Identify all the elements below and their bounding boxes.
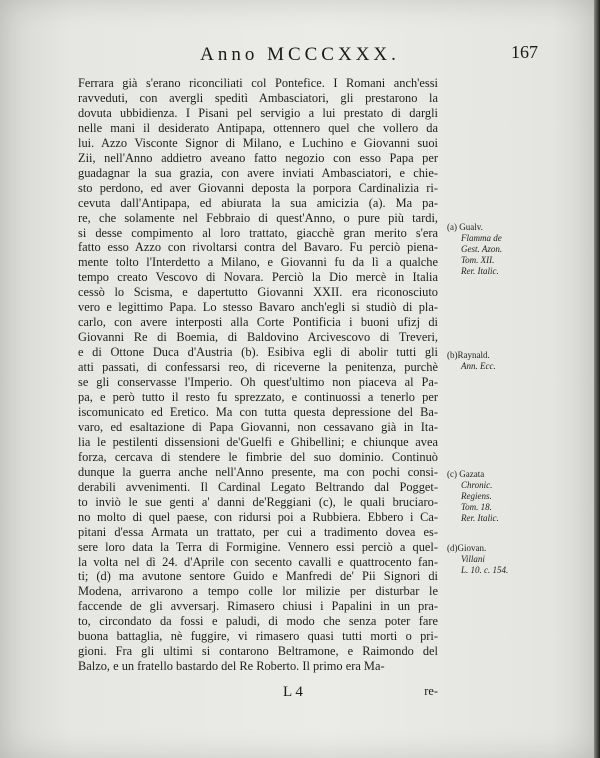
text-line: Ferrara già s'erano riconciliati col Pontefice. I Romani anch'essi — [78, 76, 438, 90]
note-line: (b)Raynald. — [447, 350, 490, 360]
text-line: ravveduti, con avergli speditì Ambasciatori, gli prestarono la — [78, 90, 438, 105]
text-line: re, che solamente nel Febbraio di quest'Anno, o pure più tardi, — [78, 210, 438, 225]
text-line: lia le pestilenti dissensioni de'Guelfi e Ghibellini; e chiunque avea — [78, 434, 438, 449]
body-text — [78, 76, 438, 674]
text-line: no molto di quel paese, con ridursi poi a Rubbiera. Ebbero i Ca- — [78, 509, 438, 524]
text-line: Zii, nell'Anno addietro aveano fatto negozio con esso Papa per — [78, 150, 438, 165]
page-edge-shadow — [594, 0, 600, 758]
note-line: Regiens. — [461, 491, 492, 501]
text-line: iscomunicato ed Eretico. Ma con tutta questa depressione del Ba- — [78, 404, 438, 419]
text-line: sere loro data la Terra di Formigine. Vennero essi perciò a quel- — [78, 539, 438, 554]
text-line: to, circondato da fossi e paludi, di modo che senza poter fare — [78, 614, 438, 629]
note-line: Chronic. — [461, 480, 493, 490]
text-line: sto perdono, ed aver Giovanni deposta la porpora Cardinalizia ri- — [78, 180, 438, 195]
text-line: guadagnar la sua grazia, con avere inviati Ambasciatori, e chie- — [78, 165, 438, 180]
text-line: si desse compimento al loro trattato, giacchè gran merito s'era — [78, 225, 438, 240]
text-line: se gli conservasse l'Imperio. Oh quest'ultimo non piaceva al Pa- — [78, 375, 438, 390]
text-line: la volta nel dì 24. d'Aprile con secento cavalli e quattrocento fan- — [78, 554, 438, 569]
note-line: Villani — [461, 554, 485, 564]
note-line: Gest. Azon. — [461, 244, 503, 254]
text-line: dovuta ubbidienza. I Pisani pel servigio a lui prestato di dargli — [78, 105, 438, 120]
signature-mark: L 4 — [283, 684, 303, 700]
text-line: forza, cercava di stendere le fimbrie del suo dominio. Continuò — [78, 449, 438, 464]
text-line: faccende de gli avversarj. Rimasero chiusi i Papalini in un pra- — [78, 599, 438, 614]
text-line: tempo creato Vescovo di Novara. Perciò la Dio mercè in Italia — [78, 270, 438, 285]
text-line: dunque la guerra anche nell'Anno presente, ma con pochi consi- — [78, 464, 438, 479]
text-line: fatto esso Azzo con rivoltarsi contra del Bavaro. Fu perciò piena- — [78, 240, 438, 255]
text-line: varo, ed esaltazione di Papa Giovanni, non cessavano già in Ita- — [78, 419, 438, 434]
marginal-note-c — [447, 469, 547, 524]
text-line: pa, e però tutto il resto fu sprezzato, e continuossi a tenerlo per — [78, 390, 438, 405]
text-line: e di Ottone Duca d'Austria (b). Esibiva egli di abolir tutti gli — [78, 345, 438, 360]
marginal-note-b — [447, 350, 547, 372]
text-line: Giovanni Re di Boemia, di Baldovino Arcivescovo di Treveri, — [78, 330, 438, 345]
text-line: cessò lo Scisma, e dapertutto Giovanni XXII. era riconosciuto — [78, 285, 438, 300]
note-line: (a) Gualv. — [447, 222, 483, 232]
text-line: gioni. Fra gli ultimi si contarono Beltramone, e Raimondo del — [78, 644, 438, 659]
text-line: derabili avvenimenti. Il Cardinal Legato Beltrando dal Pogget- — [78, 479, 438, 494]
catchword: re- — [424, 684, 438, 698]
text-line: carlo, con avere interposti alla Corte Pontificia i buoni ufizj di — [78, 315, 438, 330]
note-line: Flamma de — [461, 233, 502, 243]
text-line: cevuta dall'Antipapa, ed abiurata la sua amicizia (a). Ma pa- — [78, 195, 438, 210]
note-line: Ann. Ecc. — [461, 361, 496, 371]
note-line: L. 10. c. 154. — [461, 565, 509, 575]
text-line: lui. Azzo Visconte Signor di Milano, e Luchino e Giovanni suoi — [78, 135, 438, 150]
text-line: Balzo, e un fratello bastardo del Re Roberto. Il primo era Ma- — [78, 659, 385, 674]
note-line: Rer. Italic. — [461, 266, 499, 276]
text-line: nelle mani il desiderato Antipapa, ottennero quel che vollero da — [78, 120, 438, 135]
note-line: (d)Giovan. — [447, 543, 487, 553]
note-line: (c) Gazata — [447, 469, 485, 479]
text-line: mente tolto l'Interdetto a Milano, e Giovanni fu da lì a qualche — [78, 255, 438, 270]
note-line: Tom. XII. — [461, 255, 495, 265]
running-header-title: Anno MCCCXXX. — [200, 44, 400, 65]
note-line: Rer. Italic. — [461, 513, 499, 523]
text-line: Modena, arrivarono a tempo colle lor milizie per disturbar le — [78, 584, 438, 599]
text-line: ti; (d) ma avutone sentore Guido e Manfredi de' Pii Signori di — [78, 569, 438, 584]
text-line: atti passati, di confessarsi reo, di riceverne la penitenza, purchè — [78, 360, 438, 375]
marginal-note-a — [447, 222, 547, 277]
text-line: pitani d'essa Armata un trattato, per cui a tradimento dovea es- — [78, 524, 438, 539]
text-line: buona battaglia, nè fuggire, vi rimasero quasi tutti morti o pri- — [78, 629, 438, 644]
page-number: 167 — [511, 42, 538, 62]
text-line: vero e legittimo Papa. Lo stesso Bavaro anch'egli si studiò di pla- — [78, 300, 438, 315]
text-line: to inviò le sue genti a' danni de'Reggiani (c), le quali bruciaro- — [78, 494, 438, 509]
marginal-note-d — [447, 543, 547, 576]
note-line: Tom. 18. — [461, 502, 492, 512]
